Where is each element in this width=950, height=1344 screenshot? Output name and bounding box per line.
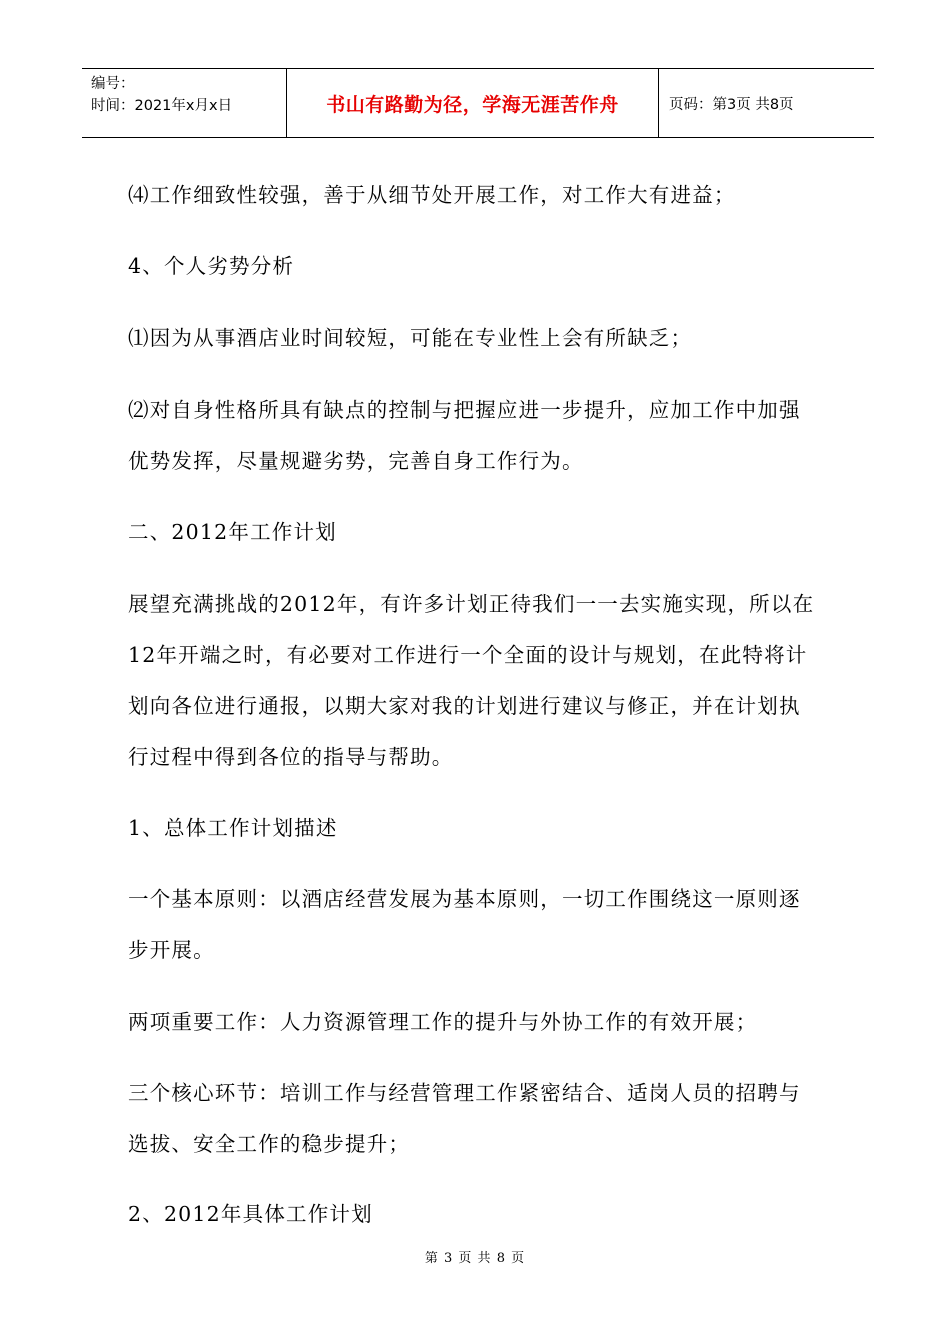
paragraph	[128, 385, 828, 487]
header-motto: 书山有路勤为径，学海无涯苦作舟	[287, 69, 659, 137]
number-label: 编号：	[91, 76, 135, 92]
text-line: 二、2012年工作计划	[128, 520, 337, 544]
header-meta	[82, 69, 287, 137]
text-line: 三个核心环节：培训工作与经营管理工作紧密结合、适岗人员的招聘与	[128, 1081, 801, 1105]
text-line: 两项重要工作：人力资源管理工作的提升与外协工作的有效开展；	[128, 1010, 758, 1034]
header-page-info: 页码：第3页 共8页	[669, 96, 794, 113]
text-line: ⑵对自身性格所具有缺点的控制与把握应进一步提升，应加工作中加强	[128, 398, 801, 422]
text-line: 步开展。	[128, 938, 215, 962]
page-footer: 第 3 页 共 8 页	[424, 1251, 526, 1266]
text-line: 优势发挥，尽量规避劣势，完善自身工作行为。	[128, 449, 584, 473]
paragraph	[128, 874, 828, 976]
text-line: 12年开端之时，有必要对工作进行一个全面的设计与规划，在此特将计	[128, 643, 808, 667]
paragraph	[128, 997, 828, 1048]
text-line: 展望充满挑战的2012年，有许多计划正待我们一一去实施实现，所以在	[128, 592, 815, 616]
text-line: 1、总体工作计划描述	[128, 816, 338, 840]
section-heading	[128, 507, 828, 558]
text-line: ⑷工作细致性较强，善于从细节处开展工作，对工作大有进益；	[128, 183, 736, 207]
text-line: 选拔、安全工作的稳步提升；	[128, 1132, 411, 1156]
text-line: ⑴因为从事酒店业时间较短，可能在专业性上会有所缺乏；	[128, 326, 693, 350]
text-line: 行过程中得到各位的指导与帮助。	[128, 745, 454, 769]
section-heading	[128, 803, 828, 854]
text-line: 4、个人劣势分析	[128, 254, 295, 278]
time-label: 时间：2021年x月x日	[91, 98, 233, 114]
text-line: 划向各位进行通报，以期大家对我的计划进行建议与修正，并在计划执	[128, 694, 801, 718]
paragraph	[128, 1068, 828, 1170]
text-line: 一个基本原则：以酒店经营发展为基本原则，一切工作围绕这一原则逐	[128, 887, 801, 911]
text-line: 2、2012年具体工作计划	[128, 1202, 373, 1226]
paragraph	[128, 170, 828, 221]
paragraph	[128, 579, 828, 783]
section-heading	[128, 241, 828, 292]
section-heading	[128, 1189, 828, 1240]
document-header	[82, 68, 874, 138]
paragraph	[128, 313, 828, 364]
